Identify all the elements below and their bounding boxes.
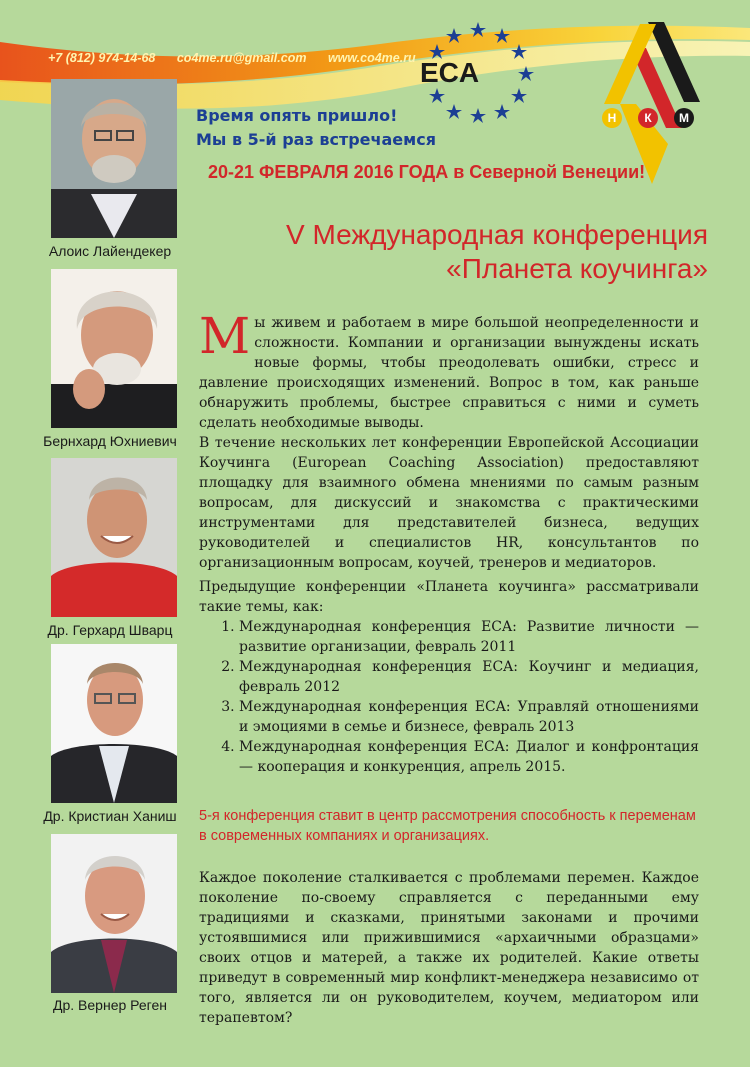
nkm-letter-n: Н bbox=[607, 111, 617, 125]
tagline-line-1: Время опять пришло! bbox=[196, 106, 398, 125]
speaker-photo-3 bbox=[51, 458, 177, 617]
speaker-name-3: Др. Герхард Шварц bbox=[47, 622, 173, 638]
title-line-1: V Международная конференция bbox=[286, 219, 708, 250]
intro-paragraph-2: В течение нескольких лет конференции Европейской Ассоциации Коучинга (European Coaching Association) предоставляют площадку для взаимного обмена мнениями по самым разным вопросам, для дискуссий и знакомства с практическими инструментами для представителей бизнеса, ведущих руководителей и специалистов HR, консультантов по организационным вопросам, коучей, тренеров и медиаторов. bbox=[199, 435, 699, 571]
event-date: 20-21 ФЕВРАЛЯ 2016 ГОДА в Северной Венеции! bbox=[208, 162, 646, 182]
drop-cap: М bbox=[199, 307, 251, 365]
speaker-name-1: Алоис Лайендекер bbox=[48, 243, 172, 259]
conference-title bbox=[208, 218, 708, 286]
speaker-name-4: Др. Кристиан Ханиш bbox=[43, 808, 177, 824]
tagline bbox=[196, 104, 436, 152]
speaker-name-2: Бернхард Юхниевич bbox=[43, 433, 177, 449]
speaker-photo-2 bbox=[51, 269, 177, 428]
list-item: 3. Международная конференция ECA: Управляй отношениями и эмоциями в семье и бизнесе, февраль 2013 bbox=[239, 697, 699, 737]
speaker-name-5: Др. Вернер Реген bbox=[53, 997, 167, 1013]
list-item: 2. Международная конференция ECA: Коучинг и медиация, февраль 2012 bbox=[239, 657, 699, 697]
phone-number[interactable]: +7 (812) 974-14-68 bbox=[48, 51, 156, 65]
eca-logo-text: ECA bbox=[420, 57, 480, 88]
highlight-statement: 5-я конференция ставит в центр рассмотрения способность к переменам в современных компаниях и организациях. bbox=[199, 808, 696, 844]
previous-conferences bbox=[199, 577, 699, 777]
list-item: 4. Международная конференция ECA: Диалог и конфронтация — кооперация и конкуренция, апрель 2015. bbox=[239, 737, 699, 777]
list-item: 1. Международная конференция ECA: Развитие личности — развитие организации, февраль 2011 bbox=[239, 617, 699, 657]
nkm-letter-k: К bbox=[644, 111, 652, 125]
previous-intro: Предыдущие конференции «Планета коучинга» рассматривали такие темы, как: bbox=[199, 579, 699, 615]
contact-line bbox=[48, 51, 434, 65]
title-line-2: «Планета коучинга» bbox=[446, 253, 708, 284]
intro-text bbox=[199, 307, 699, 573]
intro-paragraph-1: ы живем и работаем в мире большой неопределенности и сложности. Компании и организации вынуждены искать новые формы, чтобы преодолевать ошибки, стресс и давление происходящих изменений. Вопрос в том, как раньше обнаружить проблемы, быстрее справиться с ними и суметь сделать необходимые выводы. bbox=[199, 315, 699, 431]
nkm-letter-m: М bbox=[679, 111, 689, 125]
email-link[interactable]: co4me.ru@gmail.com bbox=[176, 51, 307, 65]
closing-paragraph: Каждое поколение сталкивается с проблемами перемен. Каждое поколение по-своему справляется с переданными ему традициями и сказками, принятыми законами и прочими устоявшимися или прижившимися «архаичными образцами» своих отцов и матерей, а также их родителей. Какие ответы приведут в современный мир конфликт-менеджера независимо от того, является ли он руководителем, коучем, медиатором или терапевтом? bbox=[199, 870, 699, 1026]
speaker-photo-1 bbox=[51, 79, 177, 238]
website-link[interactable]: www.co4me.ru bbox=[327, 51, 416, 65]
tagline-line-2: Мы в 5-й раз встречаемся bbox=[196, 130, 436, 149]
previous-list bbox=[199, 617, 699, 777]
speaker-photo-5 bbox=[51, 834, 177, 993]
speaker-photo-4 bbox=[51, 644, 177, 803]
